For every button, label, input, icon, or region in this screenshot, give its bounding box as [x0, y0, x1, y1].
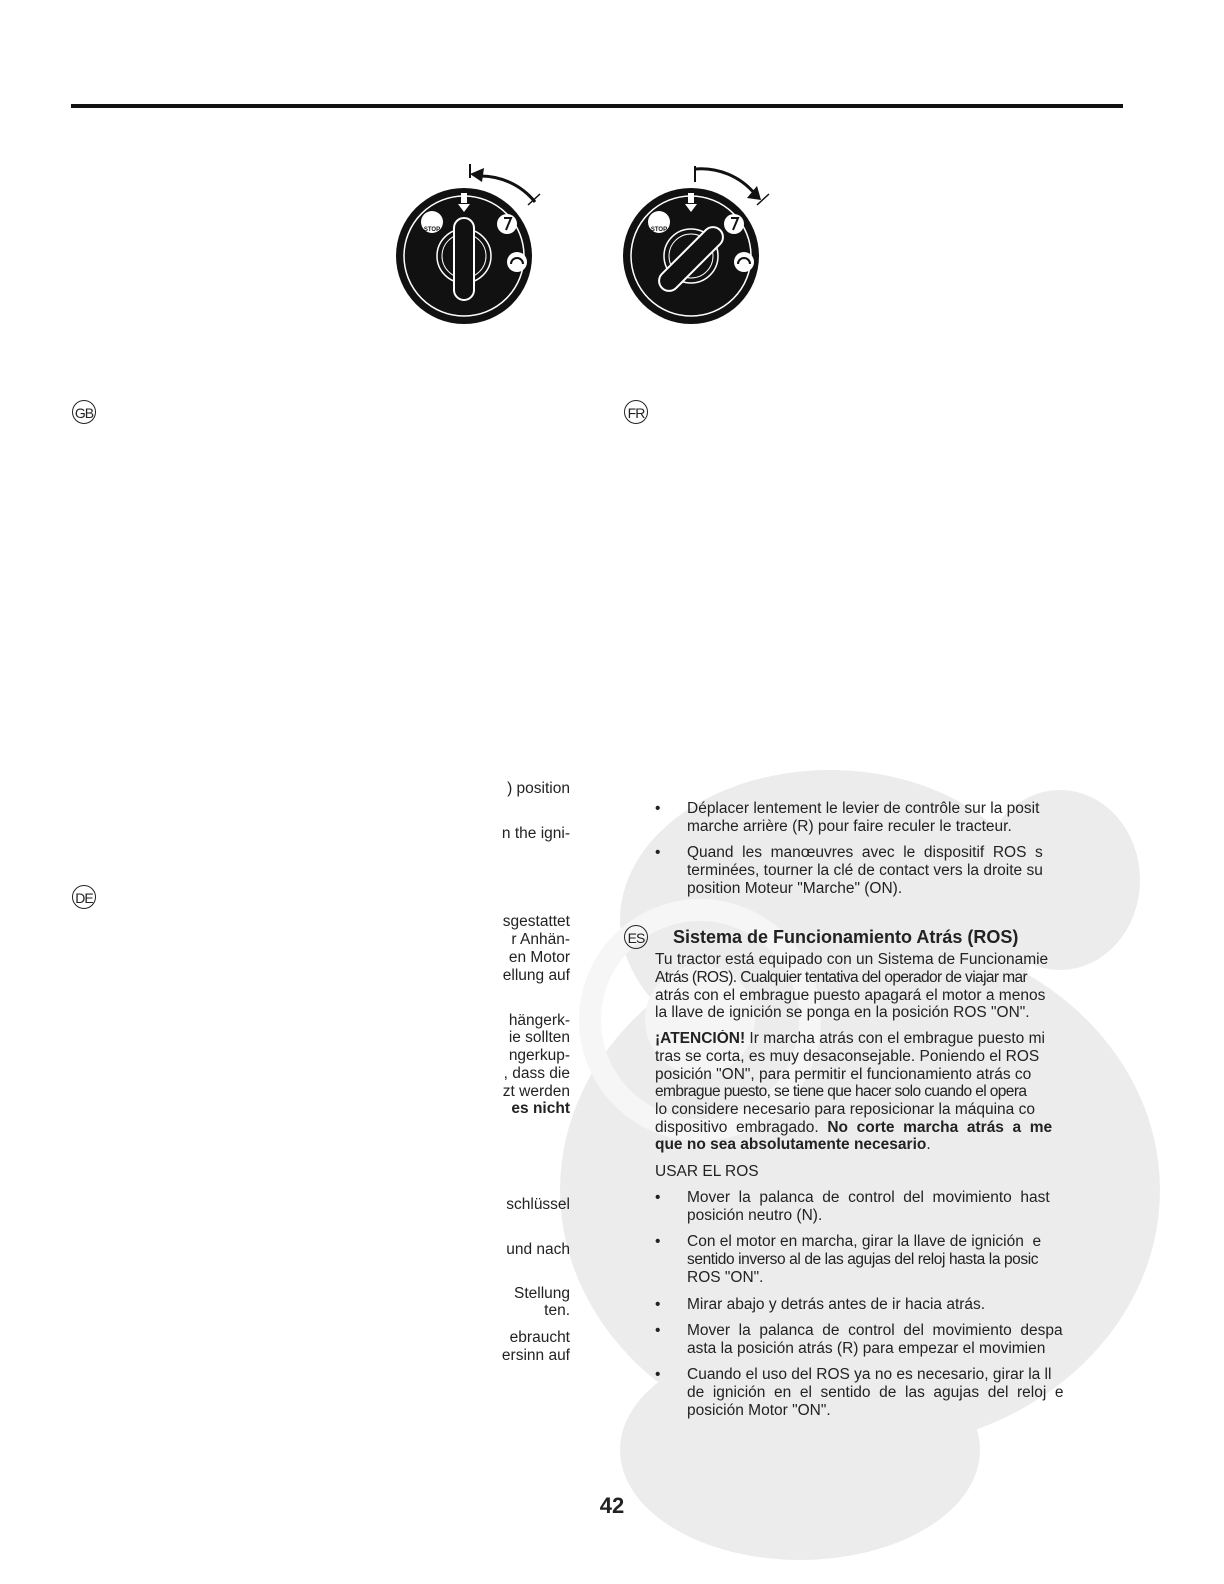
es-intro-line: Tu tractor está equipado con un Sistema de Funcionamie: [655, 951, 1049, 968]
fr-bullet-line: terminées, tourner la clé de contact vers la droite su: [687, 862, 1043, 879]
es-bullet-line: Mover la palanca de control del movimiento despa: [687, 1322, 1063, 1339]
gb-fragment: n the igni-: [501, 825, 570, 842]
attention-text: dispositivo embragado.: [655, 1119, 828, 1136]
es-attention-line: posición "ON", para permitir el funcionamiento atrás co: [655, 1066, 1032, 1083]
es-bullet-line: sentido inverso al de las agujas del reloj hasta la posic: [687, 1251, 1039, 1268]
bullet-dot: •: [655, 1233, 661, 1250]
fr-bullet-line: position Moteur "Marche" (ON).: [687, 880, 903, 897]
bullet-dot: •: [655, 844, 661, 861]
de-fragment: ellung auf: [502, 967, 570, 984]
es-bullet-line: asta la posición atrás (R) para empezar el movimien: [687, 1340, 1046, 1357]
es-bullet-line: de ignición en el sentido de las agujas del reloj e: [687, 1384, 1064, 1401]
es-bullet-line: Cuando el uso del ROS ya no es necesario, girar la ll: [687, 1366, 1052, 1383]
bullet-dot: •: [655, 1189, 661, 1206]
ignition-dial-run-position: [615, 160, 775, 335]
de-fragment: Stellung: [513, 1285, 570, 1302]
badge-gb: GB: [72, 400, 96, 424]
de-fragment: , dass die: [503, 1065, 570, 1082]
attention-text: Ir marcha atrás con el embrague puesto mi: [745, 1030, 1045, 1047]
de-fragment: sgestattet: [502, 913, 570, 930]
es-bullet-line: posición neutro (N).: [687, 1207, 823, 1224]
de-fragment: r Anhän-: [511, 931, 570, 948]
es-attention-line: tras se corta, es muy desaconsejable. Poniendo el ROS: [655, 1048, 1040, 1065]
badge-fr: FR: [624, 400, 648, 424]
es-intro-line: Atrás (ROS). Cualquier tentativa del operador de viajar mar: [655, 969, 1028, 986]
es-intro-line: atrás con el embrague puesto apagará el motor a menos: [655, 987, 1046, 1004]
de-fragment: ersinn auf: [501, 1347, 570, 1364]
badge-es: ES: [624, 925, 648, 949]
de-fragment: ebraucht: [509, 1329, 570, 1346]
bullet-dot: •: [655, 1296, 661, 1313]
attention-label: ¡ATENCIÓN!: [655, 1030, 746, 1047]
es-attention-line: embrague puesto, se tiene que hacer solo cuando el opera: [655, 1083, 1027, 1100]
stop-label: STOP: [423, 227, 441, 233]
attention-text: .: [926, 1136, 931, 1153]
es-attention-line: [655, 1119, 1100, 1137]
de-fragment: zt werden: [502, 1083, 570, 1100]
es-bullet-line: Con el motor en marcha, girar la llave de ignición e: [687, 1233, 1042, 1250]
de-fragment: hängerk-: [508, 1012, 570, 1029]
es-bullet-line: posición Motor "ON".: [687, 1402, 831, 1419]
page-number: 42: [599, 1493, 625, 1518]
es-bullet-line: Mirar abajo y detrás antes de ir hacia atrás.: [687, 1296, 986, 1313]
ignition-dial-ros-position: [390, 160, 550, 335]
attention-warning: que no sea absolutamente necesario: [655, 1136, 927, 1153]
de-fragment: ten.: [544, 1302, 570, 1319]
es-intro-line: la llave de ignición se ponga en la posición ROS "ON".: [655, 1004, 1030, 1021]
de-fragment: schlüssel: [506, 1196, 570, 1213]
bullet-dot: •: [655, 1322, 661, 1339]
es-attention-line: [655, 1136, 1100, 1154]
top-rule: [71, 104, 1123, 108]
de-fragment: ngerkup-: [508, 1047, 570, 1064]
gb-fragment: ) position: [507, 780, 570, 797]
es-attention-line: [655, 1030, 1100, 1048]
es-section-heading: Sistema de Funcionamiento Atrás (ROS): [673, 927, 1019, 947]
badge-de: DE: [72, 885, 96, 909]
stop-label: STOP: [650, 227, 668, 233]
es-attention-line: lo considere necesario para reposicionar la máquina co: [655, 1101, 1035, 1118]
fr-bullet-line: Déplacer lentement le levier de contrôle sur la posit: [687, 800, 1040, 817]
de-fragment: ie sollten: [508, 1029, 570, 1046]
de-fragment: en Motor: [508, 949, 570, 966]
de-fragment: es nicht: [511, 1100, 570, 1117]
de-fragment: und nach: [506, 1241, 570, 1258]
attention-warning: No corte marcha atrás a me: [827, 1119, 1053, 1136]
fr-bullet-line: Quand les manœuvres avec le dispositif ROS s: [687, 844, 1043, 861]
es-bullet-line: Mover la palanca de control del movimiento hast: [687, 1189, 1050, 1206]
bullet-dot: •: [655, 1366, 661, 1383]
es-bullet-line: ROS "ON".: [687, 1269, 764, 1286]
bullet-dot: •: [655, 800, 661, 817]
es-use-heading: USAR EL ROS: [655, 1163, 759, 1180]
fr-bullet-line: marche arrière (R) pour faire reculer le tracteur.: [687, 818, 1012, 835]
